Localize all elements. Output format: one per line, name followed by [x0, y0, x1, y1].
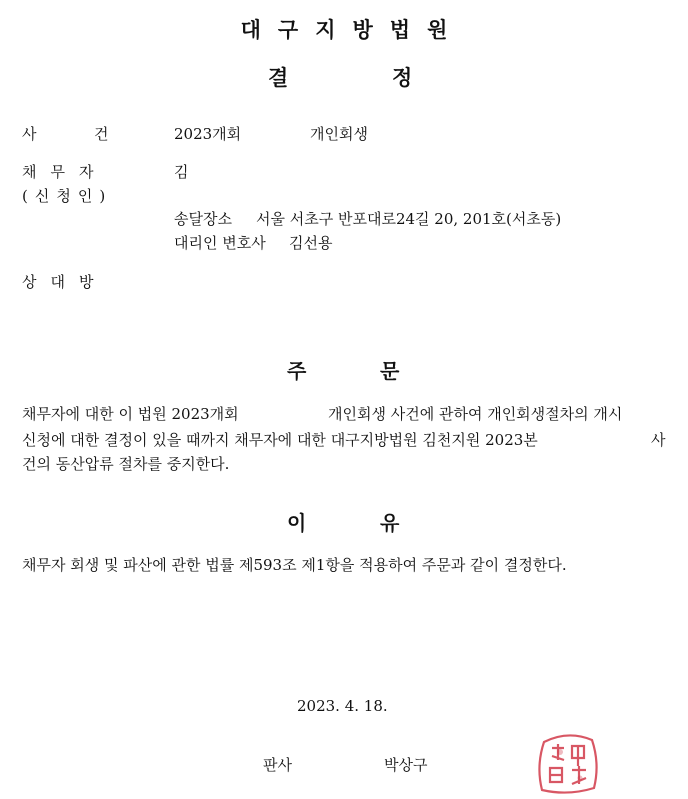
judge-title: 판사 — [263, 756, 292, 774]
debtor-name: 김 — [174, 163, 189, 181]
agent-label: 대리인 변호사 — [174, 234, 266, 252]
reason-heading-right: 유 — [380, 511, 400, 535]
order-line1-a: 채무자에 대한 이 법원 2023개회 — [22, 405, 239, 423]
case-number: 2023개회 — [174, 125, 242, 143]
document-title-left: 결 — [268, 66, 289, 90]
order-heading-right: 문 — [380, 359, 400, 383]
case-label-char-1: 사 — [22, 125, 37, 143]
order-line2-a: 신청에 대한 결정이 있을 때까지 채무자에 대한 대구지방법원 김천지원 2023본 — [22, 431, 538, 449]
address-value: 서울 서초구 반포대로24길 20, 201호(서초동) — [256, 210, 562, 228]
address-label: 송달장소 — [174, 210, 232, 228]
case-type: 개인회생 — [310, 125, 368, 143]
agent-name: 김선용 — [289, 234, 333, 252]
judge-name: 박상구 — [384, 756, 428, 774]
case-label-char-2: 건 — [94, 125, 109, 143]
opponent-label: 상대방 — [22, 273, 108, 291]
reason-heading-left: 이 — [287, 511, 307, 535]
debtor-sub-label: (신청인) — [22, 187, 113, 205]
order-line1-b: 개인회생 사건에 관하여 개인회생절차의 개시 — [328, 405, 623, 423]
document-title-right: 정 — [392, 66, 413, 90]
debtor-label: 채무자 — [22, 163, 108, 181]
order-heading-left: 주 — [287, 359, 307, 383]
court-seal-icon — [530, 726, 606, 799]
decision-date: 2023. 4. 18. — [297, 697, 388, 715]
court-name: 대구지방법원 — [240, 18, 465, 42]
order-line3: 건의 동산압류 절차를 중지한다. — [22, 455, 230, 473]
reason-text: 채무자 회생 및 파산에 관한 법률 제593조 제1항을 적용하여 주문과 같이 결정한다. — [22, 556, 567, 574]
order-line2-b: 사 — [651, 431, 666, 449]
